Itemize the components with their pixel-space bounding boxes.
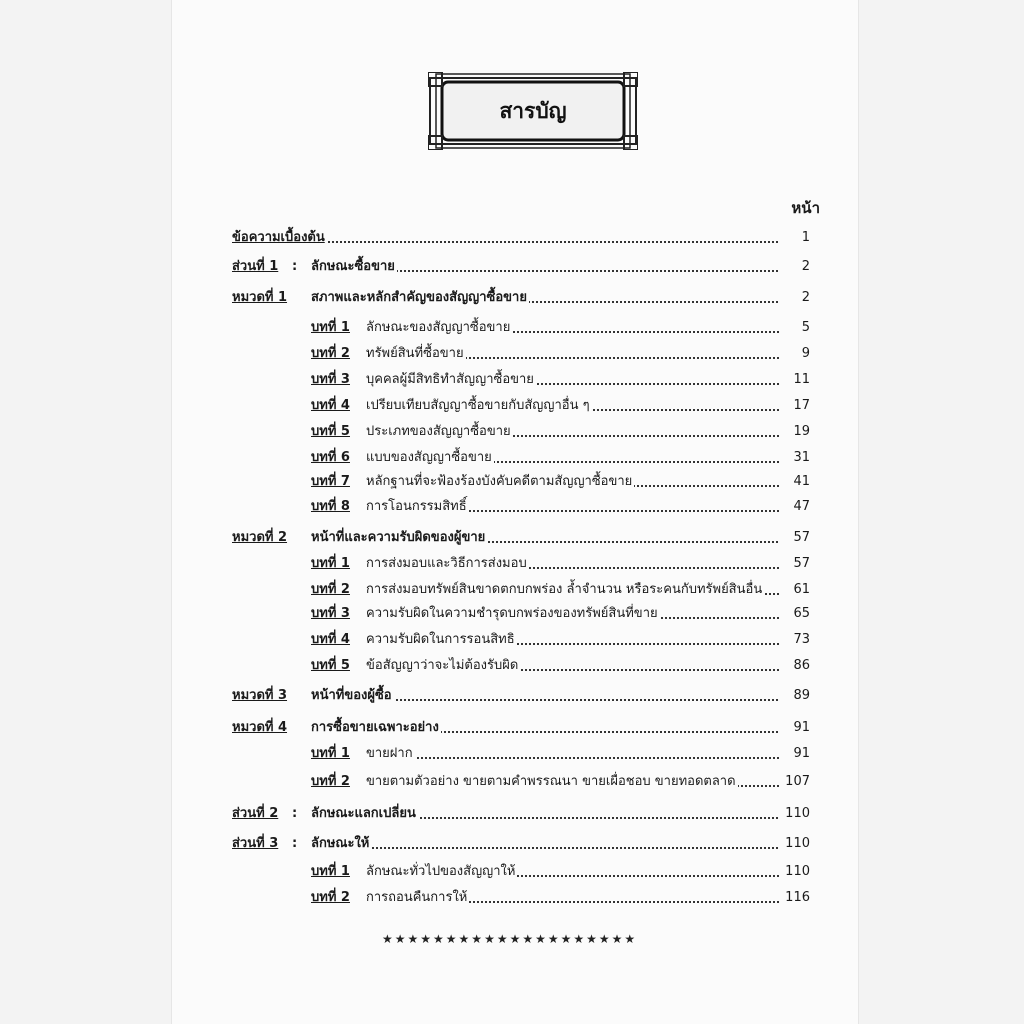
toc-label: บทที่ 2 (311, 774, 350, 789)
toc-label: หมวดที่ 3 (232, 688, 288, 703)
toc-entry-title: การถอนคืนการให้ (366, 888, 469, 908)
toc-page-number: 110 (780, 804, 810, 824)
toc-entry-title: สภาพและหลักสำคัญของสัญญาซื้อขาย (311, 288, 529, 308)
toc-colon: : (292, 259, 298, 274)
toc-entry-title: การโอนกรรมสิทธิ์ (366, 497, 469, 517)
toc-label: หมวดที่ 2 (232, 530, 288, 545)
toc-label: บทที่ 2 (311, 346, 350, 361)
toc-row (0, 448, 1024, 468)
toc-label: บทที่ 4 (311, 398, 350, 413)
toc-row (0, 344, 1024, 364)
toc-page-number: 9 (780, 344, 810, 364)
toc-page-number: 110 (780, 834, 810, 854)
toc-row (0, 370, 1024, 390)
toc-label: หมวดที่ 4 (232, 720, 288, 735)
toc-row (0, 396, 1024, 416)
toc-label: บทที่ 2 (311, 582, 350, 597)
toc-entry-title: ลักษณะทั่วไปของสัญญาให้ (366, 862, 517, 882)
toc-label: หมวดที่ 1 (232, 290, 288, 305)
dot-leader (311, 847, 810, 849)
toc-entry-title: การส่งมอบและวิธีการส่งมอบ (366, 554, 529, 574)
toc-row (0, 630, 1024, 650)
toc-label: บทที่ 4 (311, 632, 350, 647)
toc-page-number: 116 (780, 888, 810, 908)
toc-entry-title: แบบของสัญญาซื้อขาย (366, 448, 494, 468)
toc-entry-title: ข้อสัญญาว่าจะไม่ต้องรับผิด (366, 656, 520, 676)
page-column-header: หน้า (791, 199, 820, 217)
toc-entry-title: ความรับผิดในความชำรุดบกพร่องของทรัพย์สินที่ขาย (366, 604, 660, 624)
toc-entry-title: ทรัพย์สินที่ซื้อขาย (366, 344, 466, 364)
toc-row (0, 228, 1024, 248)
toc-page-number: 107 (780, 772, 810, 792)
toc-page-number: 57 (780, 554, 810, 574)
toc-page-number: 73 (780, 630, 810, 650)
toc-page-number: 2 (780, 257, 810, 277)
toc-label: บทที่ 6 (311, 450, 350, 465)
toc-entry-title: ลักษณะซื้อขาย (311, 257, 397, 277)
toc-label: ส่วนที่ 2 (232, 806, 279, 821)
toc-page-number: 1 (780, 228, 810, 248)
toc-row (0, 744, 1024, 764)
toc-row (0, 554, 1024, 574)
toc-page-number: 11 (780, 370, 810, 390)
toc-row (0, 656, 1024, 676)
toc-entry-title: หน้าที่และความรับผิดของผู้ขาย (311, 528, 487, 548)
toc-entry-title: เปรียบเทียบสัญญาซื้อขายกับสัญญาอื่น ๆ (366, 396, 592, 416)
toc-page-number: 61 (780, 580, 810, 600)
toc-entry-title: การซื้อขายเฉพาะอย่าง (311, 718, 441, 738)
toc-label: บทที่ 8 (311, 499, 350, 514)
toc-label: บทที่ 1 (311, 864, 350, 879)
toc-page-number: 41 (780, 472, 810, 492)
toc-page-number: 89 (780, 686, 810, 706)
toc-row (0, 472, 1024, 492)
toc-page-number: 110 (780, 862, 810, 882)
toc-entry-title: ขายฝาก (366, 744, 415, 764)
footer-ornament: ★★★★★★★★★★★★★★★★★★★★ (382, 932, 638, 946)
toc-page-number: 65 (780, 604, 810, 624)
toc-page-number: 91 (780, 718, 810, 738)
toc-row (0, 288, 1024, 308)
toc-page-number: 86 (780, 656, 810, 676)
toc-row (0, 686, 1024, 706)
toc-entry-title: ความรับผิดในการรอนสิทธิ (366, 630, 517, 650)
toc-label: บทที่ 5 (311, 658, 350, 673)
toc-row (0, 888, 1024, 908)
toc-row (0, 834, 1024, 854)
toc-entry-title: ลักษณะแลกเปลี่ยน (311, 804, 418, 824)
toc-colon: : (292, 806, 298, 821)
toc-row (0, 772, 1024, 792)
toc-label: บทที่ 3 (311, 372, 350, 387)
toc-row (0, 580, 1024, 600)
toc-label: บทที่ 1 (311, 556, 350, 571)
toc-entry-title: หน้าที่ของผู้ซื้อ (311, 686, 394, 706)
toc-entry-title: หลักฐานที่จะฟ้องร้องบังคับคดีตามสัญญาซื้อขาย (366, 472, 634, 492)
toc-colon: : (292, 836, 298, 851)
toc-label: บทที่ 7 (311, 474, 350, 489)
toc-page-number: 2 (780, 288, 810, 308)
toc-label: ส่วนที่ 1 (232, 259, 279, 274)
toc-row (0, 257, 1024, 277)
toc-page-number: 31 (780, 448, 810, 468)
toc-label: บทที่ 1 (311, 320, 350, 335)
toc-page-number: 19 (780, 422, 810, 442)
toc-row (0, 718, 1024, 738)
toc-label: บทที่ 3 (311, 606, 350, 621)
toc-entry-title: ขายตามตัวอย่าง ขายตามคำพรรณนา ขายเผื่อชอบ ขายทอดตลาด (366, 772, 738, 792)
toc-row (0, 804, 1024, 824)
toc-label: บทที่ 1 (311, 746, 350, 761)
toc-label: บทที่ 5 (311, 424, 350, 439)
toc-page-number: 57 (780, 528, 810, 548)
toc-page-number: 17 (780, 396, 810, 416)
toc-row (0, 604, 1024, 624)
page-title: สารบัญ (499, 98, 567, 123)
toc-label: บทที่ 2 (311, 890, 350, 905)
dot-leader (366, 757, 810, 759)
toc-entry-title: บุคคลผู้มีสิทธิทำสัญญาซื้อขาย (366, 370, 536, 390)
toc-row (0, 528, 1024, 548)
toc-entry-title: การส่งมอบทรัพย์สินขาดตกบกพร่อง ล้ำจำนวน หรือระคนกับทรัพย์สินอื่น (366, 580, 764, 600)
toc-entry-title: ข้อความเบื้องต้น (232, 228, 327, 248)
toc-row (0, 318, 1024, 338)
toc-row (0, 497, 1024, 517)
toc-page-number: 5 (780, 318, 810, 338)
toc-page-number: 47 (780, 497, 810, 517)
toc-label: ส่วนที่ 3 (232, 836, 279, 851)
toc-page-number: 91 (780, 744, 810, 764)
toc-entry-title: ลักษณะของสัญญาซื้อขาย (366, 318, 512, 338)
toc-entry-title: ลักษณะให้ (311, 834, 371, 854)
toc-row (0, 862, 1024, 882)
toc-entry-title: ประเภทของสัญญาซื้อขาย (366, 422, 513, 442)
toc-row (0, 422, 1024, 442)
